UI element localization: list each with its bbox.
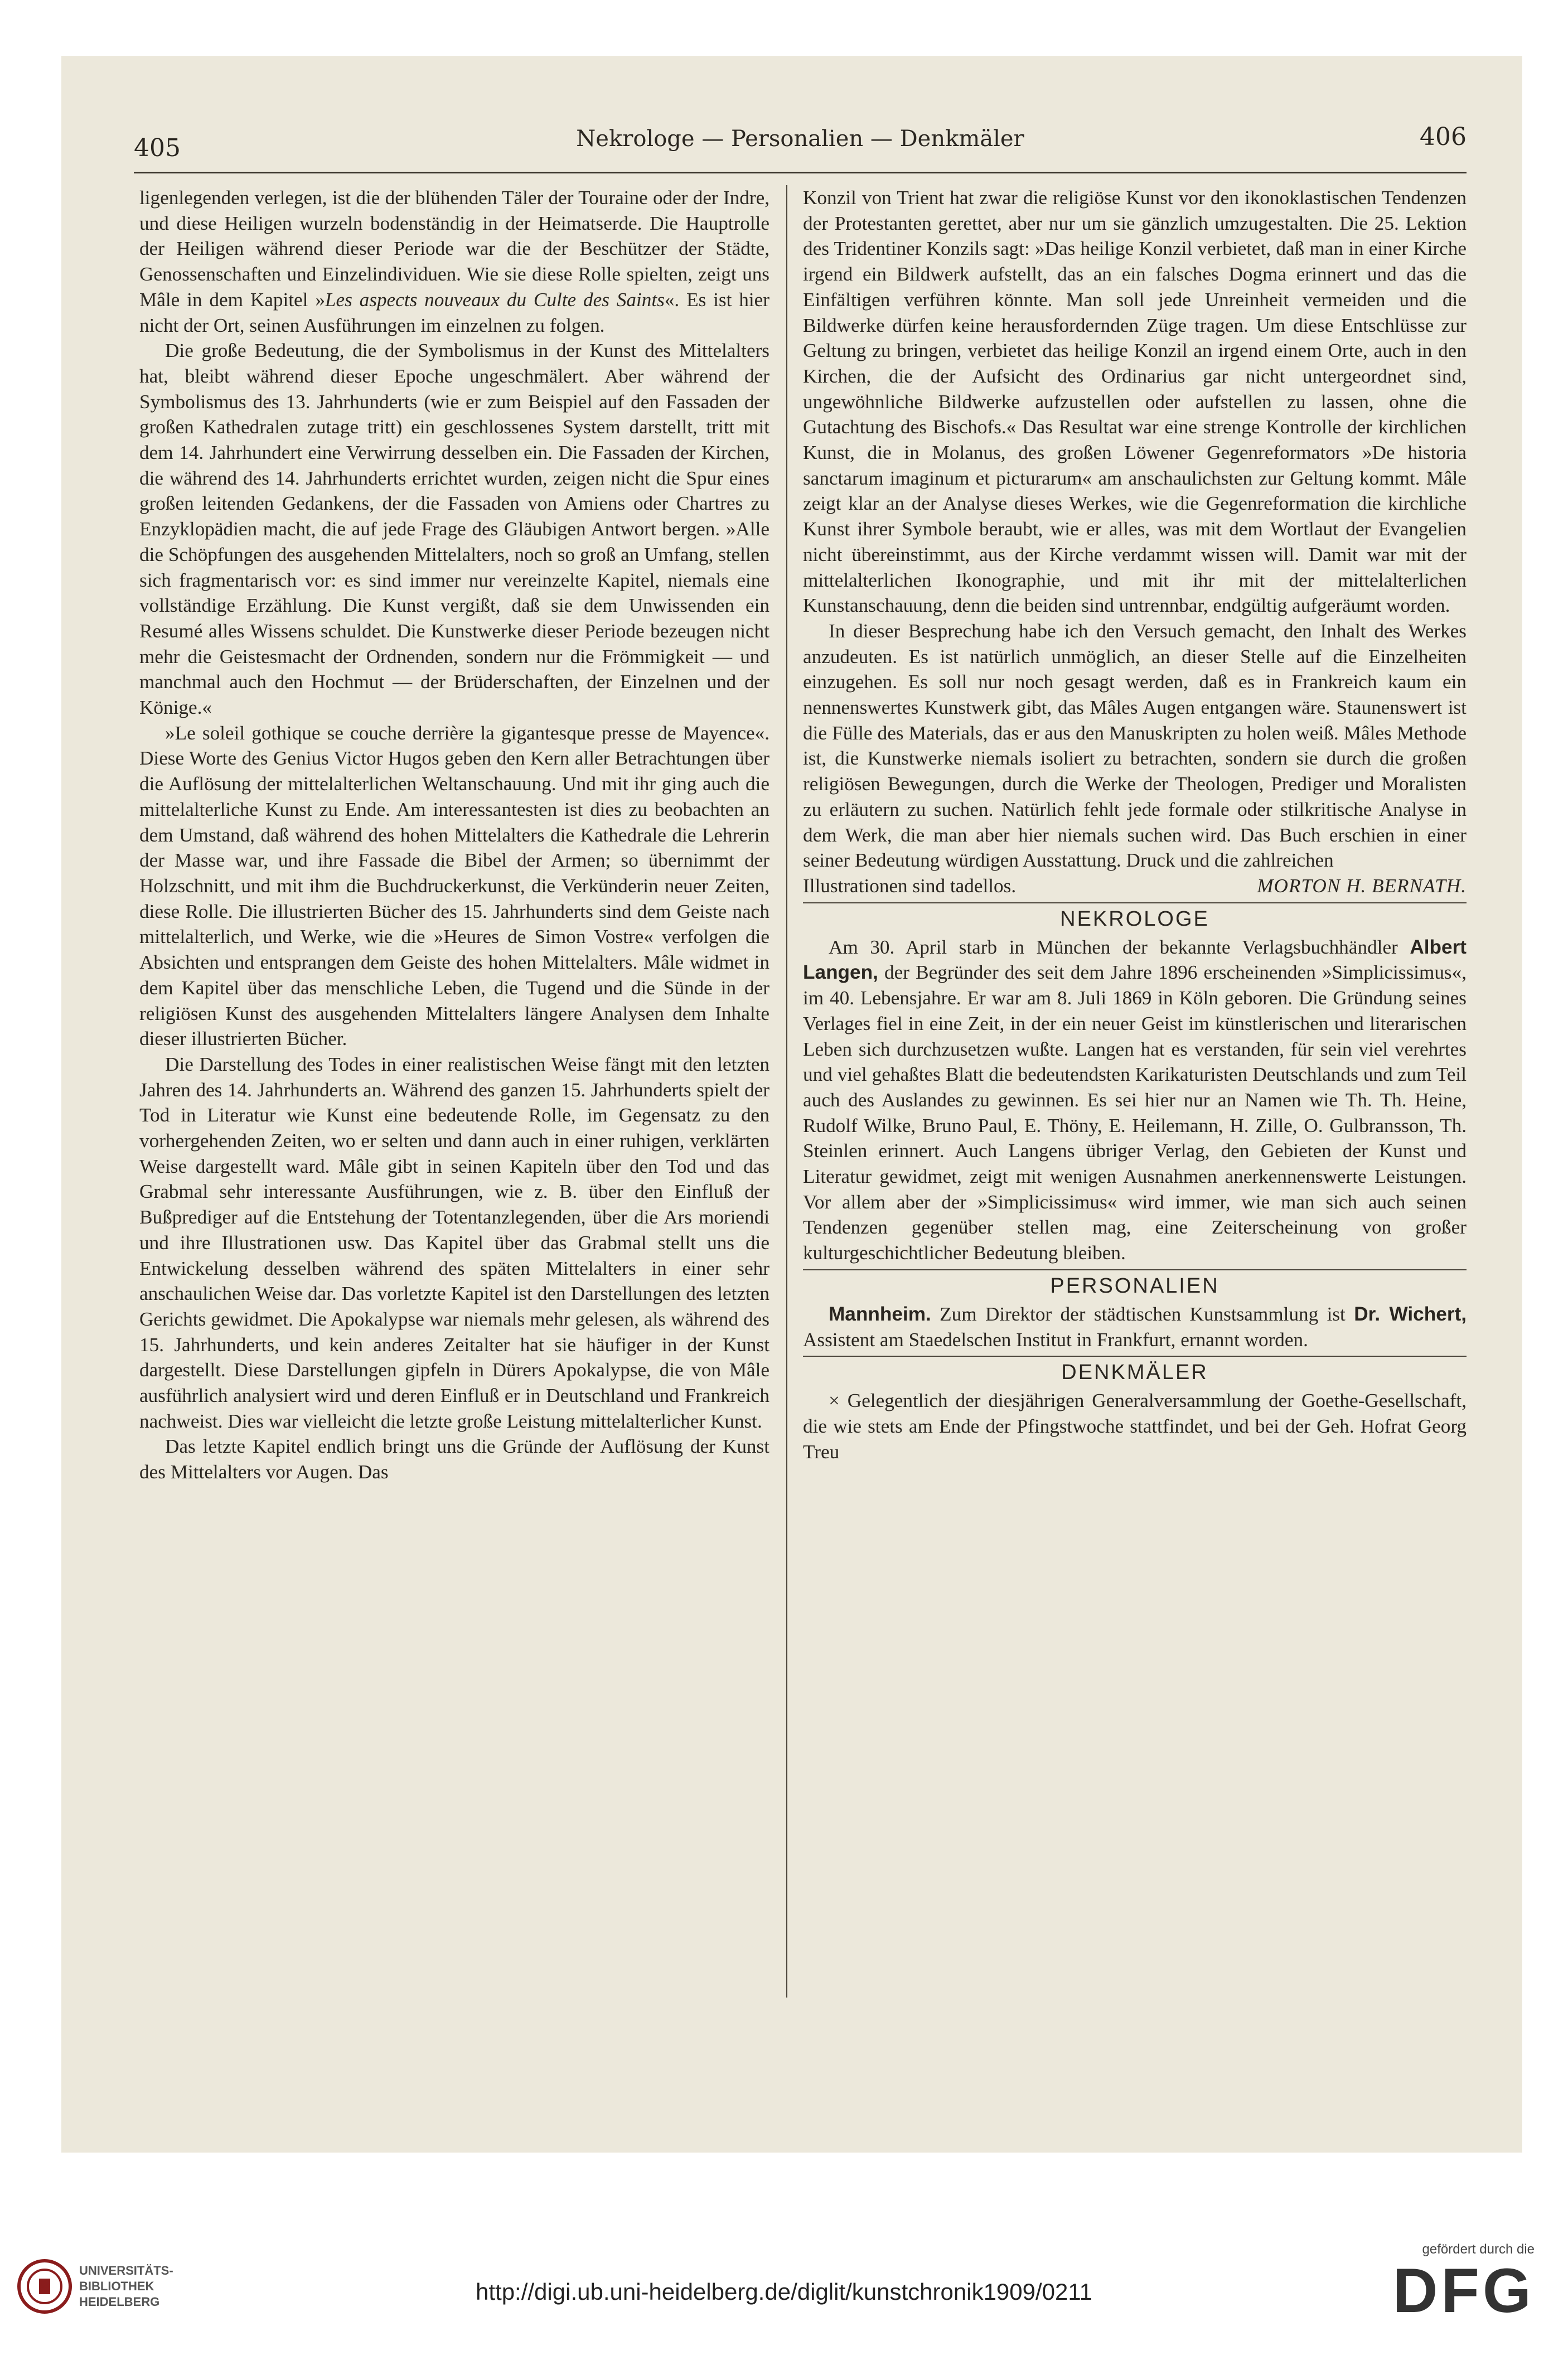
person-name: Albert Langen, bbox=[803, 936, 1467, 984]
source-url-link[interactable]: http://digi.ub.uni-heidelberg.de/diglit/kunstchronik1909/0211 bbox=[476, 2279, 1092, 2305]
scanned-page bbox=[61, 56, 1522, 2153]
paragraph: Die Darstellung des Todes in einer realistischen Weise fängt mit den letzten Jahren des 14. Jahrhunderts an. Während des ganzen 15. Jahrhunderts spielt der Tod in Literatur wie Kunst eine bedeutende Rolle, im Gegensatz zu den vorhergehenden Zeiten, wo er selten und dann auch in einer ruhigen, verklärten Weise dargestellt ward. Mâle gibt in seinen Kapiteln über den Tod und das Grabmal sehr interessante Ausführungen, wie z. B. über den Einfluß der Bußprediger auf die Entstehung der Totentanzlegenden, über die Ars moriendi und ihre Illustrationen usw. Das Kapitel über das Grabmal stellt uns die Entwickelung desselben während des späten Mittelalters in einer sehr anschaulichen Weise dar. Das vorletzte Kapitel ist den Darstellungen des letzten Gerichts gewidmet. Die Apokalypse war niemals mehr gelesen, als während des 15. Jahrhunderts, und kein anderes Zeitalter hat sie häufiger in der Kunst dargestellt. Diese Darstellungen gipfeln in Dürers Apokalypse, die von Mâle ausführlich analysiert wird und deren Einfluß er in Deutschland und Frankreich nachweist. Dies war vielleicht die letzte große Leistung mittelalterlicher Kunst. bbox=[139, 1053, 770, 1432]
running-title: Nekrologe — Personalien — Denkmäler bbox=[576, 126, 1024, 152]
paragraph: In dieser Besprechung habe ich den Versuch gemacht, den Inhalt des Werkes anzudeuten. Es ist natürlich unmöglich, an dieser Stelle auf die Einzelheiten einzugehen. Es soll nur noch gesagt werden, daß es in Frankreich kaum ein nennenswertes Kunstwerk gibt, das Mâles Augen entgangen wäre. Staunenswert ist die Fülle des Materials, das er aus den Manuskripten zu holen weiß. Mâles Methode ist, die Kunstwerke niemals isoliert zu betrachten, sondern sie durch die großen religiösen Bewegungen, durch die Werke der Theologen, Prediger und Moralisten zu erläutern zu suchen. Natürlich fehlt jede formale oder stilkritische Analyse in dem Werk, die man aber hier niemals suchen wird. Das Buch erschien in einer seiner Bedeutung würdigen Ausstattung. Druck und die zahlreichen bbox=[803, 620, 1467, 872]
funder-block bbox=[1367, 2242, 1535, 2337]
paragraph: ligenlegenden verlegen, ist die der blühenden Täler der Touraine oder der Indre, und diese Heiligen wurzeln bodenständig in der Heimatserde. Die Hauptrolle der Heiligen während dieser Periode war die der Beschützer der Städte, Genossenschaften und Einzelindividuen. Wie sie diese Rolle spielten, zeigt uns Mâle in dem Kapitel »Les aspects nouveaux du Culte des Saints«. Es ist hier nicht der Ort, seinen Ausführungen im einzelnen zu folgen. bbox=[139, 187, 770, 336]
person-name: Dr. Wichert, bbox=[1354, 1303, 1467, 1325]
paragraph: Das letzte Kapitel endlich bringt uns die Gründe der Auflösung der Kunst des Mittelalters vor Augen. Das bbox=[139, 1435, 770, 1483]
section-rule bbox=[803, 1356, 1467, 1357]
page-header bbox=[134, 123, 1467, 173]
right-column bbox=[803, 185, 1467, 1998]
section-rule bbox=[803, 902, 1467, 903]
left-column bbox=[139, 185, 770, 1998]
author-name: MORTON H. BERNATH. bbox=[1257, 874, 1467, 897]
section-heading-nekrologe: NEKROLOGE bbox=[1060, 907, 1209, 931]
footer-bar bbox=[0, 2153, 1568, 2355]
paragraph: Die große Bedeutung, die der Symbolismus in der Kunst des Mittelalters hat, bleibt während dieser Epoche ungeschmälert. Aber während der Symbolismus des 13. Jahrhunderts (wie er zum Beispiel auf den Fassaden der großen Kathedralen zutage tritt) ein geschlossenes System darstellt, tritt mit dem 14. Jahrhundert eine Verwirrung desselben ein. Die Fassaden der Kirchen, die während des 14. Jahrhunderts errichtet wurden, zeigen nicht die Spur eines großen leitenden Gedankens, der die Fassaden von Amiens oder Chartres zu Enzyklopädien macht, die auf jede Frage des Gläubigen Antwort bergen. »Alle die Schöpfungen des ausgehenden Mittelalters, noch so groß an Umfang, stellen sich fragmentarisch vor: es sind immer nur vereinzelte Kapitel, niemals eine vollständige Erzählung. Die Kunst vergißt, daß sie dem Unwissenden ein Resumé alles Wissens schuldet. Die Kunstwerke dieser Periode bezeugen nicht mehr die Geistesmacht der Ordnenden, sondern nur die Frömmigkeit — und manchmal auch den Hochmut — der Brüderschaften, der Einzelnen und der Könige.« bbox=[139, 340, 770, 719]
paragraph-last-line: Illustrationen sind tadellos. bbox=[803, 874, 1017, 897]
paragraph: Konzil von Trient hat zwar die religiöse Kunst vor den ikonoklastischen Tendenzen der Protestanten gerettet, aber nur um sie gänzlich umzugestalten. Die 25. Lektion des Tridentiner Konzils sagt: »Das heilige Konzil verbietet, daß man in einer Kirche irgend ein Bildwerk aufstellt, das an ein falsches Dogma erinnert und das die Einfältigen verführen könnte. Man soll jede Unreinheit vermeiden und die Bildwerke dürfen keine herausfordernden Züge tragen. Um diese Entschlüsse zur Geltung zu bringen, verbietet das heilige Konzil an irgend einem Orte, auch in den Kirchen, die der Aufsicht des Ordinarius gar nicht untergeordnet sind, ungewöhnliche Bildwerke aufzustellen oder aufstellen zu lassen, ohne die Gutachtung des Bischofs.« Das Resultat war eine strenge Kontrolle der kirchlichen Kunst, die in Molanus, des großen Löwener Gegenreformators »De historia sanctarum imaginum et picturarum« am anschaulichsten zur Geltung kommt. Mâle zeigt klar an der Analyse dieses Werkes, wie die Gegenreformation die kirchliche Kunst ihrer Symbole beraubt, wie er alles, was mit dem Wortlaut der Evangelien nicht übereinstimmt, aus der Kirche verdammt wissen will. Damit war mit der mittelalterlichen Ikonographie, und mit ihr mit der mittelalterlichen Kunstanschauung, denn die beiden sind untrennbar, endgültig aufgeräumt worden. bbox=[803, 187, 1467, 617]
paragraph: »Le soleil gothique se couche derrière la gigantesque presse de Mayence«. Diese Worte des Genius Victor Hugos geben den Kern aller Betrachtungen über die Auflösung der mittelalterlichen Weltanschauung. Und mit ihr ging auch die mittelalterliche Kunst zu Ende. Am interessantesten ist dies zu beobachten an dem Umstand, daß während des hohen Mittelalters die Kathedrale die Lehrerin der Masse war, und ihre Fassade die Bibel der Armen; so übernimmt der Holzschnitt, und mit ihm die Buchdruckerkunst, die Verkünderin neuer Zeiten, diese Rolle. Die illustrierten Bücher des 15. Jahrhunderts sind dem Geiste nach mittelalterlich, und Werke, wie die »Heures de Simon Vostre« verfolgen die Absichten und entsprangen dem Geiste des hohen Mittelalters. Mâle widmet in dem Kapitel über das menschliche Leben, die Tugend und die Sünde in der religiösen Kunst des ausgehenden Mittelalters längere Analysen dem Inhalte dieser illustrierten Bücher. bbox=[139, 722, 770, 1050]
header-rule bbox=[134, 172, 1467, 173]
signature-line bbox=[803, 873, 1467, 899]
paragraph: Mannheim. Zum Direktor der städtischen Kunstsammlung ist Dr. Wichert, Assistent am Staedelschen Institut in Frankfurt, ernannt worden. bbox=[803, 1303, 1467, 1351]
section-heading-personalien: PERSONALIEN bbox=[1050, 1274, 1219, 1298]
book-chapter-title: Les aspects nouveaux du Culte des Saints bbox=[325, 288, 665, 311]
funding-caption: gefördert durch die bbox=[1422, 2242, 1535, 2257]
page-number-right: 406 bbox=[1420, 123, 1467, 151]
column-divider bbox=[786, 185, 787, 1998]
page-number-left: 405 bbox=[134, 134, 181, 162]
section-heading-denkmaeler: DENKMÄLER bbox=[1061, 1361, 1208, 1385]
section-rule bbox=[803, 1269, 1467, 1270]
library-name: UNIVERSITÄTS- BIBLIOTHEK HEIDELBERG bbox=[79, 2264, 173, 2309]
paragraph: × Gelegentlich der diesjährigen Generalversammlung der Goethe-Gesellschaft, die wie stets am Ende der Pfingstwoche stattfindet, und bei der Geh. Hofrat Georg Treu bbox=[803, 1390, 1467, 1463]
paragraph: Am 30. April starb in München der bekannte Verlagsbuchhändler Albert Langen, der Begründer des seit dem Jahre 1896 erscheinenden »Simplicissimus«, im 40. Lebensjahre. Er war am 8. Juli 1869 in Köln geboren. Die Gründung seines Verlages fiel in eine Zeit, in der ein neuer Geist im künstlerischen und literarischen Leben sich durchzusetzen wußte. Langen hat es verstanden, für sein viel verehrtes und viel gehaßtes Blatt die bedeutendsten Karikaturisten Deutschlands und zum Teil auch des Auslandes zu gewinnen. Es sei hier nur an Namen wie Th. Th. Heine, Rudolf Wilke, Bruno Paul, E. Thöny, E. Heilemann, H. Zille, O. Gulbransson, Th. Steinlen erinnert. Auch Langens übriger Verlag, den Gebieten der Kunst und Literatur gewidmet, zeigt mit wenigen Ausnahmen anerkennenswerte Leistungen. Vor allem aber der »Simplicissimus« wird immer, wie man sich auch seinen Tendenzen gegenüber stellen mag, eine Zeiterscheinung von großer kulturgeschichtlicher Bedeutung bleiben. bbox=[803, 936, 1467, 1264]
dfg-logo[interactable]: DFG bbox=[1392, 2256, 1535, 2325]
place-name: Mannheim. bbox=[829, 1303, 931, 1325]
